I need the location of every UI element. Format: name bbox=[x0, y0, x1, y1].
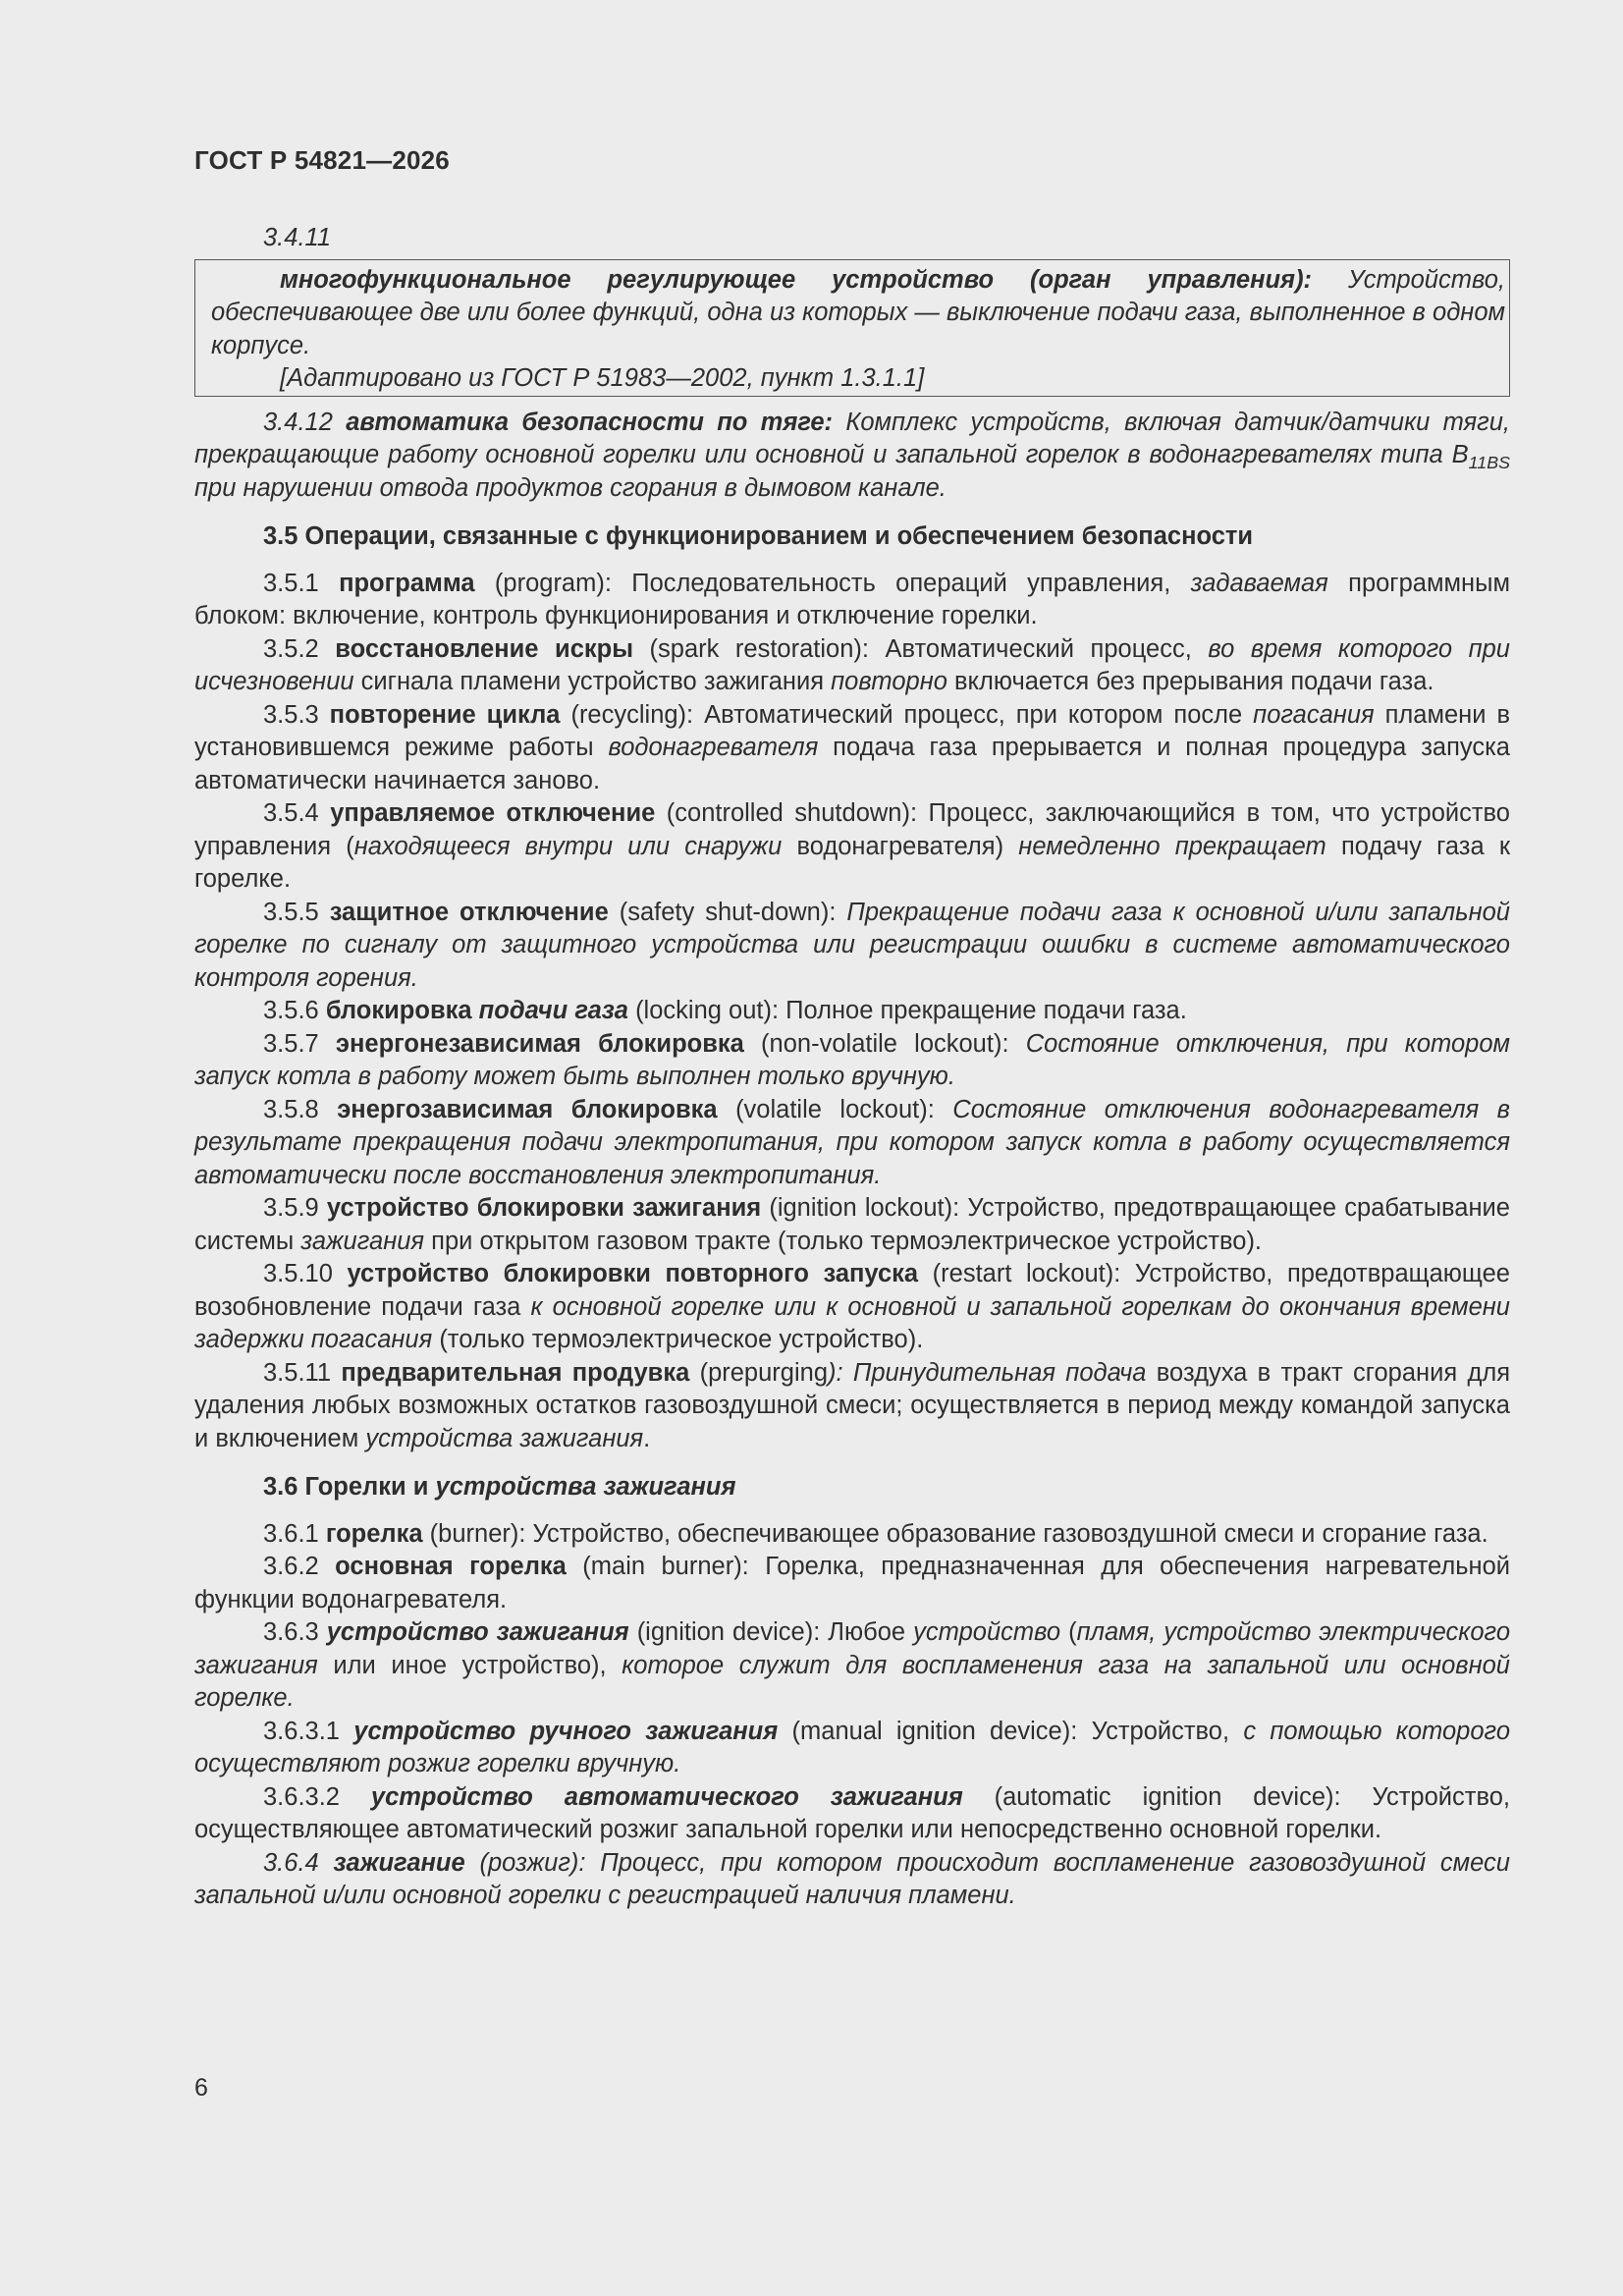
term-3-5-1: 3.5.1 программа (program): Последовательность операций управления, задаваемая программным блоком: включение, контроль функционирования и отключение горелки. bbox=[194, 569, 1510, 629]
term-3-5-11: 3.5.11 предварительная продувка (prepurging): Принудительная подача воздуха в тракт сгорания для удаления любых возможных остатков газовоздушной смеси; осуществляется в период между командой запуска и включением устройства зажигания. bbox=[194, 1358, 1511, 1452]
term-3-6-4: 3.6.4 зажигание (розжиг): Процесс, при котором происходит воспламенение газовоздушной смеси запальной и/или основной горелки с регистрацией наличия пламени. bbox=[194, 1848, 1510, 1909]
term-3-6-1: 3.6.1 горелка (burner): Устройство, обеспечивающее образование газовоздушной смеси и сгорание газа. bbox=[263, 1519, 1488, 1548]
term-3-4-12: 3.4.12 автоматика безопасности по тяге: Комплекс устройств, включая датчик/датчики тяги, прекращающие работу основной горелки или основной и запальной горелок в водонагревателях типа $В_{11BS}$ при нарушении отвода продуктов сгорания в дымовом канале. bbox=[194, 408, 1511, 502]
term-3-5-6: 3.5.6 блокировка подачи газа (locking out): Полное прекращение подачи газа. bbox=[263, 997, 1187, 1024]
term-3-5-3: 3.5.3 повторение цикла (recycling): Автоматический процесс, при котором после погасания пламени в установившемся режиме работы водонагревателя подача газа прерывается и полная процедура запуска автоматически начинается заново. bbox=[194, 700, 1510, 794]
term-3-5-5: 3.5.5 защитное отключение (safety shut-down): Прекращение подачи газа к основной и/или запальной горелке по сигналу от защитного устройства или регистрации ошибки в системе автоматического контроля горения. bbox=[194, 898, 1510, 992]
term-box-3-4-11 bbox=[194, 259, 1510, 397]
term-3-4-11: многофункциональное регулирующее устройство (орган управления): Устройство, обеспечивающее две или более функций, одна из которых — выключение подачи газа, выполненное в одном корпусе. bbox=[211, 265, 1505, 359]
term-3-6-3-2: 3.6.3.2 устройство автоматического зажигания (automatic ignition device): Устройство, осуществляющее автоматический розжиг запальной горелки или непосредственно основной горелки. bbox=[194, 1782, 1510, 1843]
term-3-5-4: 3.5.4 управляемое отключение (controlled shutdown): Процесс, заключающийся в том, что устройство управления (находящееся внутри или снаружи водонагревателя) немедленно прекращает подачу газа к горелке. bbox=[194, 799, 1510, 893]
section-heading-3-5: 3.5 Операции, связанные с функционированием и обеспечением безопасности bbox=[263, 522, 1254, 550]
document-header: ГОСТ Р 54821—2026 bbox=[194, 145, 450, 175]
term-3-5-10: 3.5.10 устройство блокировки повторного запуска (restart lockout): Устройство, предотвращающее возобновление подачи газа к основной горелке или к основной и запальной горелкам до окончания времени задержки погасания (только термоэлектрическое устройство). bbox=[194, 1260, 1510, 1353]
page-number: 6 bbox=[194, 2074, 208, 2102]
term-3-6-2: 3.6.2 основная горелка (main burner): Горелка, предназначенная для обеспечения нагревательной функции водонагревателя. bbox=[194, 1553, 1510, 1613]
term-3-6-3-1: 3.6.3.1 устройство ручного зажигания (manual ignition device): Устройство, с помощью которого осуществляют розжиг горелки вручную. bbox=[194, 1717, 1510, 1777]
term-3-6-3: 3.6.3 устройство зажигания (ignition device): Любое устройство (пламя, устройство электрического зажигания или иное устройство), которое служит для воспламенения газа на запальной или основной горелке. bbox=[194, 1618, 1510, 1712]
term-3-5-8: 3.5.8 энергозависимая блокировка (volatile lockout): Состояние отключения водонагревателя в результате прекращения подачи электропитания, при котором запуск котла в работу осуществляется автоматически после восстановления электропитания. bbox=[194, 1095, 1510, 1189]
term-source-3-4-11: [Адаптировано из ГОСТ Р 51983—2002, пункт 1.3.1.1] bbox=[280, 364, 925, 392]
term-3-5-2: 3.5.2 восстановление искры (spark restoration): Автоматический процесс, во время которого при исчезновении сигнала пламени устройство зажигания повторно включается без прерывания подачи газа. bbox=[194, 634, 1510, 695]
term-3-5-7: 3.5.7 энергонезависимая блокировка (non-volatile lockout): Состояние отключения, при котором запуск котла в работу может быть выполнен только вручную. bbox=[194, 1029, 1510, 1090]
document-body bbox=[194, 222, 1510, 1913]
term-3-5-9: 3.5.9 устройство блокировки зажигания (ignition lockout): Устройство, предотвращающее срабатывание системы зажигания при открытом газовом тракте (только термоэлектрическое устройство). bbox=[194, 1194, 1510, 1255]
term-number-3-4-11: 3.4.11 bbox=[263, 224, 332, 251]
section-heading-3-6: 3.6 Горелки и устройства зажигания bbox=[263, 1473, 736, 1501]
